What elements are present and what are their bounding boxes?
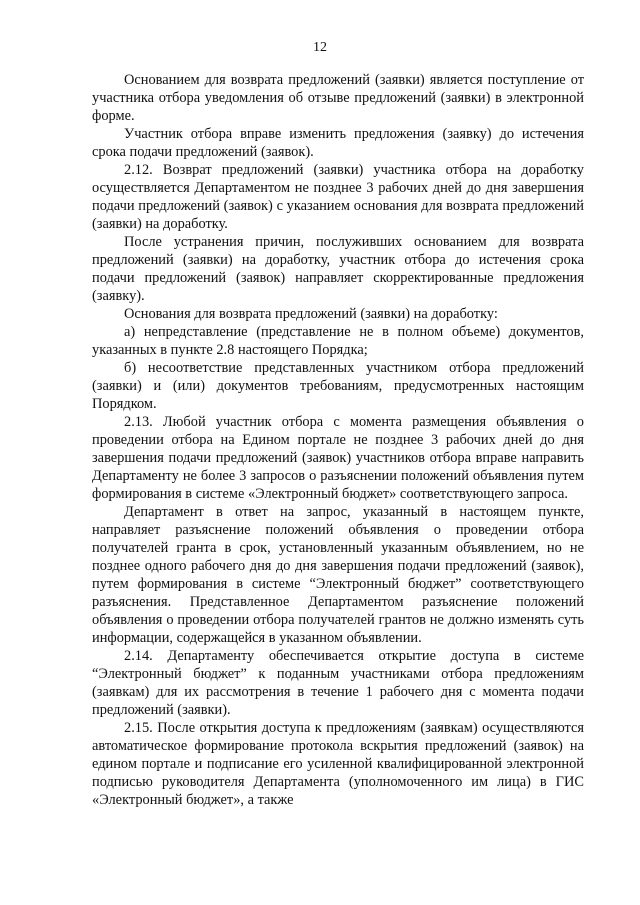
paragraph-2-13: 2.13. Любой участник отбора с момента размещения объявления о проведении отбора на Едином портале не позднее 3 рабочих дней до дня завершения подачи предложений (заявок) участников отбора вправе направить Департаменту не более 3 запросов о разъяснении положений объявления путем формирования в системе «Электронный бюджет» соответствующего запроса. [92, 414, 584, 502]
page-number: 12 [313, 40, 327, 55]
paragraph-2-12: 2.12. Возврат предложений (заявки) участника отбора на доработку осуществляется Департаментом не позднее 3 рабочих дней до дня завершения подачи предложений (заявок) с указанием основания для возврата предложений (заявки) на доработку. [92, 162, 584, 232]
paragraph-ground-b: б) несоответствие представленных участником отбора предложений (заявки) и (или) документов требованиям, предусмотренных настоящим Порядком. [92, 360, 584, 412]
paragraph-2-14: 2.14. Департаменту обеспечивается открытие доступа в системе “Электронный бюджет” к поданным участниками отбора предложениям (заявкам) для их рассмотрения в течение 1 рабочего дня с момента подачи предложений (заявки). [92, 648, 584, 718]
paragraph-2-15: 2.15. После открытия доступа к предложениям (заявкам) осуществляются автоматическое формирование протокола вскрытия предложений (заявок) на едином портале и подписание его усиленной квалифицированной электронной подписью руководителя Департамента (уполномоченного им лица) в ГИС «Электронный бюджет», а также [92, 720, 584, 808]
paragraph-ground-a: а) непредставление (представление не в полном объеме) документов, указанных в пункте 2.8 настоящего Порядка; [92, 324, 584, 358]
paragraph-return-grounds: Основания для возврата предложений (заявки) на доработку: [124, 306, 498, 322]
body-text [92, 71, 584, 809]
paragraph-department-response: Департамент в ответ на запрос, указанный в настоящем пункте, направляет разъяснение положений объявления о проведении отбора получателей гранта в срок, установленный указанным объявлением, но не позднее одного рабочего дня до дня завершения подачи предложений (заявок), путем формирования в системе “Электронный бюджет” соответствующего разъяснения. Представленное Департаментом разъяснение положений объявления о проведении отбора получателей грантов не должно изменять суть информации, содержащейся в указанном объявлении. [92, 504, 584, 646]
paragraph-change-right: Участник отбора вправе изменить предложения (заявку) до истечения срока подачи предложений (заявок). [92, 126, 584, 160]
paragraph-after-elimination: После устранения причин, послуживших основанием для возврата предложений (заявки) на доработку, участник отбора до истечения срока подачи предложений (заявок) направляет скорректированные предложения (заявку). [92, 234, 584, 304]
paragraph-withdrawal-basis: Основанием для возврата предложений (заявки) является поступление от участника отбора уведомления об отзыве предложений (заявки) в электронной форме. [92, 72, 584, 124]
